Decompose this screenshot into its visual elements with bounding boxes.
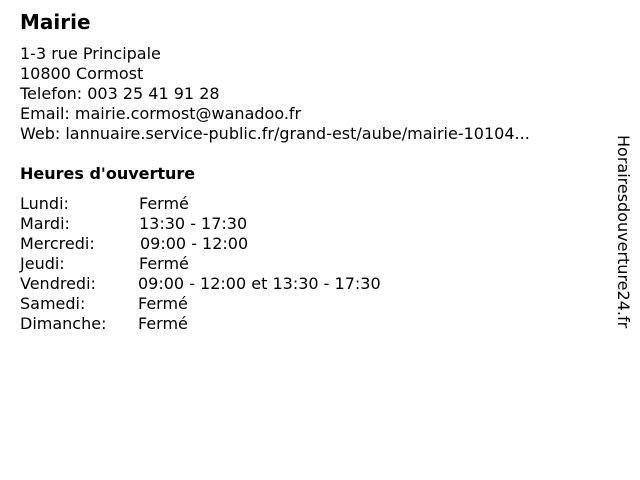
day-label: Jeudi: [20, 254, 65, 273]
email-address: mairie.cormost@wanadoo.fr [74, 104, 302, 123]
day-label: Samedi: [20, 294, 86, 313]
email-line [20, 104, 530, 124]
day-label: Lundi: [20, 194, 69, 213]
day-hours: Fermé [139, 254, 189, 273]
day-label: Mardi: [20, 214, 70, 233]
day-label: Dimanche: [20, 314, 107, 333]
contact-block [20, 44, 530, 144]
phone-line [20, 84, 530, 104]
day-hours: 09:00 - 12:00 [140, 234, 249, 253]
day-hours: 13:30 - 17:30 [139, 214, 248, 233]
site-watermark: Horairesdouverture24.fr [614, 135, 633, 329]
address-street: 1-3 rue Principale [20, 44, 161, 63]
day-hours: Fermé [139, 194, 189, 213]
day-label: Vendredi: [20, 274, 96, 293]
phone-number: 003 25 41 91 28 [87, 84, 220, 103]
day-hours: 09:00 - 12:00 et 13:30 - 17:30 [138, 274, 381, 293]
email-label: Email: [20, 104, 75, 123]
web-line [20, 124, 530, 144]
address-city: 10800 Cormost [20, 64, 144, 83]
page-title: Mairie [20, 10, 91, 34]
day-hours: Fermé [138, 294, 188, 313]
day-label: Mercredi: [20, 234, 95, 253]
web-address: lannuaire.service-public.fr/grand-est/aube/mairie-10104... [65, 124, 530, 143]
opening-hours-heading: Heures d'ouverture [20, 164, 196, 183]
web-label: Web: [20, 124, 66, 143]
day-hours: Fermé [138, 314, 188, 333]
phone-label: Telefon: [20, 84, 88, 103]
